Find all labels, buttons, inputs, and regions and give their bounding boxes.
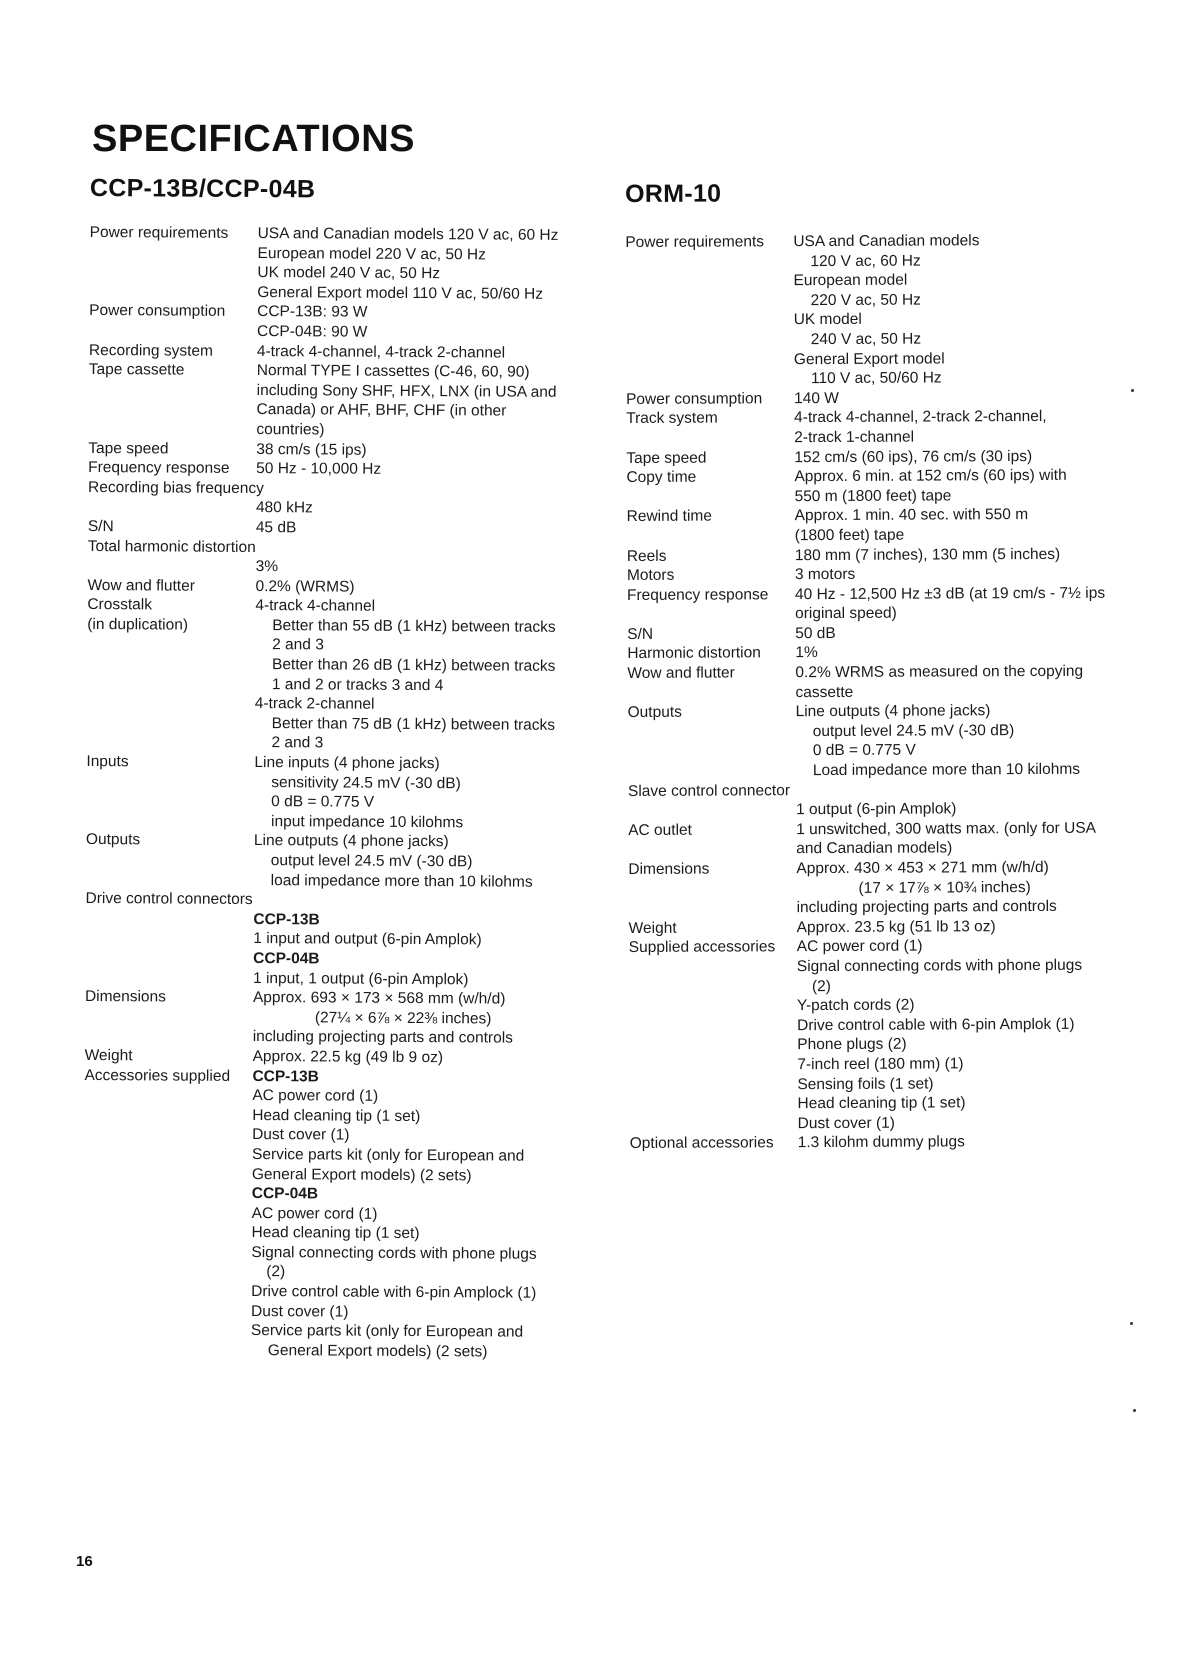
spec-row: [627, 622, 1147, 644]
page-number: 16: [76, 1553, 93, 1570]
spec-value-line: Dust cover (1): [797, 1114, 895, 1132]
spec-row: [89, 223, 609, 305]
spec-values: [797, 936, 1150, 1134]
spec-value-line: 40 Hz - 12,500 Hz ±3 dB (at 19 cm/s - 7½ ips: [794, 584, 1106, 603]
spec-label: Total harmonic distortion: [87, 537, 256, 556]
spec-values: [253, 988, 605, 1049]
spec-values: [254, 753, 606, 834]
spec-value-line: 120 V ac, 60 Hz: [810, 252, 921, 270]
spec-value-line: General Export models) (2 sets): [267, 1341, 488, 1361]
spec-row: [88, 360, 608, 442]
spec-value-line: cassette: [795, 683, 854, 701]
spec-column-orm: [625, 177, 1150, 1153]
spec-label: Dimensions: [628, 860, 710, 878]
spec-value-line: AC power cord (1): [796, 937, 923, 956]
spec-values: [257, 342, 609, 364]
spec-value-line: original speed): [795, 604, 897, 623]
spec-values: [255, 577, 607, 599]
spec-values: [256, 518, 608, 540]
spec-label: Harmonic distortion: [627, 644, 761, 663]
spec-value-line: Line outputs (4 phone jacks): [253, 832, 449, 851]
spec-row: [88, 517, 608, 540]
spec-value-line: CCP-13B: 93 W: [257, 303, 368, 322]
spec-label: Power consumption: [89, 302, 226, 321]
spec-values: [256, 557, 608, 579]
spec-value-line: Dust cover (1): [251, 1302, 349, 1321]
spec-values: [795, 583, 1147, 624]
spec-label: Frequency response: [88, 459, 230, 477]
spec-value-line: 220 V ac, 50 Hz: [810, 291, 921, 309]
spec-row: [627, 662, 1147, 704]
spec-value-line: including projecting parts and controls: [796, 898, 1057, 917]
spec-row: [628, 857, 1148, 918]
spec-value-line: 50 Hz - 10,000 Hz: [256, 460, 382, 478]
spec-values: [793, 230, 1146, 388]
spec-label: Tape speed: [88, 439, 169, 458]
spec-label: Slave control connector: [627, 781, 791, 800]
spec-value-line: Better than 75 dB (1 kHz) between tracks: [271, 714, 556, 734]
spec-value-line: Head cleaning tip (1 set): [251, 1224, 420, 1243]
spec-row: [625, 230, 1146, 389]
spec-value-line: Head cleaning tip (1 set): [797, 1094, 966, 1113]
spec-values: [795, 642, 1147, 663]
spec-label: Wow and flutter: [87, 576, 195, 595]
spec-label: Rewind time: [626, 507, 712, 526]
spec-values: [794, 387, 1146, 408]
spec-label: Weight: [628, 919, 677, 937]
spec-row: [629, 916, 1149, 938]
spec-values: [256, 498, 608, 520]
spec-values: [256, 361, 608, 442]
spec-values: [795, 505, 1147, 546]
spec-row: [630, 1132, 1150, 1154]
section-heading-ccp: CCP-13B/CCP-04B: [89, 174, 316, 204]
spec-label: Dimensions: [84, 988, 167, 1006]
spec-value-line: 480 kHz: [255, 499, 313, 517]
spec-value-line: 550 m (1800 feet) tape: [794, 487, 952, 505]
spec-values: [796, 701, 1148, 781]
spec-row: [628, 701, 1148, 782]
spec-values: [257, 224, 609, 305]
spec-label: Inputs: [86, 753, 129, 771]
spec-values: [795, 544, 1147, 565]
spec-row: [86, 830, 606, 892]
spec-value-line: Phone plugs (2): [797, 1035, 907, 1054]
spec-value-line: (1800 feet) tape: [794, 526, 905, 545]
spec-label: Weight: [84, 1046, 133, 1065]
spec-value-line: (2): [266, 1263, 286, 1281]
spec-value-line: 110 V ac, 50/60 Hz: [810, 369, 942, 388]
spec-value-line: Signal connecting cords with phone plugs: [251, 1243, 537, 1263]
scan-speck: [1130, 1322, 1133, 1325]
spec-label: Copy time: [626, 468, 697, 487]
spec-values: [794, 466, 1146, 507]
spec-value-line: Approx. 22.5 kg (49 lb 9 oz): [252, 1047, 444, 1067]
spec-list-orm: [625, 230, 1149, 1153]
spec-values: [796, 818, 1148, 859]
spec-value-line: 4-track 4-channel: [255, 597, 376, 616]
spec-value-line: 4-track 2-channel: [254, 695, 375, 713]
spec-label: Accessories supplied: [84, 1066, 231, 1085]
spec-values: [795, 564, 1147, 585]
spec-column-ccp: [83, 174, 610, 1363]
spec-value-line: Approx. 430 × 453 × 271 mm (w/h/d): [796, 858, 1049, 878]
spec-value-line: 3%: [255, 558, 279, 576]
spec-value-line: CCP-04B: 90 W: [256, 322, 368, 341]
page-title: SPECIFICATIONS: [92, 118, 415, 160]
spec-row: [626, 407, 1146, 449]
spec-values: [256, 440, 608, 462]
spec-value-line: CCP-13B: [252, 1067, 319, 1085]
spec-value-line: CCP-04B: [251, 1185, 319, 1203]
spec-row: [629, 936, 1150, 1134]
spec-values: [797, 916, 1149, 937]
spec-label: Wow and flutter: [627, 664, 735, 683]
spec-value-line: (27¼ × 6⅞ × 22⅜ inches): [314, 1009, 492, 1028]
spec-value-line: Line inputs (4 phone jacks): [254, 754, 440, 773]
spec-values: [253, 910, 605, 991]
spec-label: Motors: [626, 566, 675, 585]
spec-value-line: 180 mm (7 inches), 130 mm (5 inches): [794, 545, 1061, 564]
spec-value-line: General Export models) (2 sets): [251, 1165, 472, 1184]
spec-value-line: AC power cord (1): [251, 1204, 378, 1223]
spec-values: [794, 407, 1146, 448]
spec-value-line: 7-inch reel (180 mm) (1): [797, 1055, 964, 1074]
spec-value-line: UK model 240 V ac, 50 Hz: [257, 264, 441, 283]
spec-row: [85, 987, 605, 1049]
spec-label: Outputs: [627, 703, 682, 722]
spec-list-ccp: [83, 223, 610, 1363]
spec-value-line: 50 dB: [795, 624, 836, 643]
spec-value-line: CCP-04B: [253, 949, 320, 968]
spec-value-line: General Export model: [793, 350, 945, 368]
spec-value-line: sensitivity 24.5 mV (-30 dB): [271, 773, 461, 792]
spec-label: Tape speed: [626, 449, 707, 467]
spec-label: Recording bias frequency: [88, 478, 264, 497]
section-heading-orm: ORM-10: [625, 179, 722, 208]
spec-value-line: 38 cm/s (15 ips): [256, 440, 367, 459]
spec-row: [628, 799, 1148, 821]
spec-values: [795, 622, 1147, 643]
spec-label: Supplied accessories: [628, 938, 776, 957]
spec-row: [627, 642, 1147, 664]
spec-label: S/N: [87, 517, 114, 536]
spec-value-line: 1 output (6-pin Amplok): [796, 800, 957, 819]
spec-value-line: 1 input and output (6-pin Amplok): [253, 930, 482, 949]
spec-row: [83, 1066, 605, 1363]
spec-values: [254, 616, 607, 755]
spec-row: [626, 466, 1146, 508]
spec-value-line: 1 unswitched, 300 watts max. (only for USA: [796, 819, 1097, 838]
spec-value-line: Drive control cable with 6-pin Amplok (1): [797, 1015, 1075, 1034]
spec-label: AC outlet: [628, 821, 692, 839]
spec-value-line: countries): [256, 420, 325, 439]
spec-value-line: UK model: [793, 311, 862, 329]
spec-values: [794, 446, 1146, 467]
spec-value-line: Canada) or AHF, BHF, CHF (in other: [256, 401, 507, 420]
spec-row: [627, 544, 1147, 566]
spec-values: [254, 831, 606, 892]
spec-label: Power requirements: [89, 223, 229, 242]
spec-label: Track system: [626, 409, 718, 428]
spec-row: [627, 564, 1147, 586]
spec-label: Drive control connectors: [85, 890, 253, 909]
spec-values: [257, 302, 609, 343]
spec-row: [86, 615, 607, 755]
spec-value-line: 1 input, 1 output (6-pin Amplok): [253, 969, 469, 988]
spec-value-line: 240 V ac, 50 Hz: [810, 330, 922, 349]
spec-values: [253, 1047, 605, 1069]
spec-values: [256, 459, 608, 481]
scan-speck: [1133, 1409, 1136, 1412]
spec-values: [798, 1132, 1150, 1153]
spec-values: [255, 596, 607, 618]
spec-label: Frequency response: [626, 585, 769, 604]
spec-row: [89, 301, 609, 343]
spec-value-line: including projecting parts and controls: [252, 1028, 513, 1047]
spec-values: [251, 1067, 605, 1363]
spec-label: Outputs: [85, 831, 141, 849]
spec-value-line: 1.3 kilohm dummy plugs: [797, 1133, 965, 1152]
spec-value-line: 1 and 2 or tracks 3 and 4: [271, 675, 444, 694]
spec-row: [627, 583, 1147, 625]
spec-row: [626, 387, 1146, 409]
spec-value-line: Y-patch cords (2): [796, 996, 915, 1015]
spec-value-line: Load impedance more than 10 kilohms: [812, 760, 1081, 780]
spec-value-line: Better than 26 dB (1 kHz) between tracks: [271, 656, 556, 675]
spec-label: Reels: [626, 547, 667, 565]
spec-value-line: General Export model 110 V ac, 50/60 Hz: [257, 283, 544, 303]
spec-value-line: AC power cord (1): [252, 1087, 379, 1105]
spec-value-line: (17 × 17⅞ × 10¾ inches): [858, 878, 1031, 897]
spec-value-line: input impedance 10 kilohms: [270, 812, 464, 832]
spec-value-line: Approx. 23.5 kg (51 lb 13 oz): [796, 917, 996, 936]
spec-row: [627, 505, 1147, 547]
spec-value-line: 2-track 1-channel: [794, 428, 915, 447]
spec-value-line: output level 24.5 mV (-30 dB): [812, 721, 1015, 740]
spec-value-line: European model 220 V ac, 50 Hz: [257, 244, 486, 264]
spec-values: [796, 799, 1148, 820]
spec-row: [626, 446, 1146, 468]
spec-value-line: Sensing foils (1 set): [797, 1075, 934, 1093]
spec-value-line: Drive control cable with 6-pin Amplock (1): [251, 1283, 537, 1302]
spec-value-line: 3 motors: [794, 565, 856, 584]
spec-value-line: 4-track 4-channel, 2-track 2-channel,: [794, 408, 1047, 427]
spec-value-line: 1%: [795, 644, 818, 662]
spec-row: [628, 818, 1148, 860]
spec-label: (in duplication): [87, 615, 189, 634]
spec-value-line: Service parts kit (only for European and: [250, 1322, 524, 1341]
spec-label: Tape cassette: [88, 361, 185, 379]
spec-value-line: 45 dB: [255, 518, 297, 537]
spec-value-line: 0.2% WRMS as measured on the copying: [795, 662, 1084, 682]
spec-value-line: Normal TYPE I cassettes (C-46, 60, 90): [256, 362, 530, 381]
spec-value-line: Signal connecting cords with phone plugs: [796, 956, 1083, 976]
spec-value-line: Approx. 693 × 173 × 568 mm (w/h/d): [252, 989, 506, 1008]
spec-value-line: load impedance more than 10 kilohms: [270, 871, 533, 891]
spec-value-line: USA and Canadian models 120 V ac, 60 Hz: [257, 225, 559, 244]
scan-speck: [1131, 389, 1134, 392]
spec-value-line: USA and Canadian models: [793, 232, 980, 251]
spec-value-line: 152 cm/s (60 ips), 76 cm/s (30 ips): [794, 447, 1033, 466]
spec-value-line: 4-track 4-channel, 4-track 2-channel: [256, 342, 506, 362]
spec-label: S/N: [627, 625, 654, 643]
spec-row: [85, 909, 605, 991]
spec-label: Crosstalk: [87, 596, 153, 614]
spec-value-line: 2 and 3: [272, 636, 324, 654]
spec-row: [86, 752, 606, 834]
spec-value-line: Service parts kit (only for European and: [251, 1145, 525, 1165]
spec-value-line: Better than 55 dB (1 kHz) between tracks: [272, 616, 556, 636]
spec-value-line: including Sony SHF, HFX, LNX (in USA and: [256, 381, 557, 401]
spec-label: Optional accessories: [629, 1134, 774, 1153]
spec-values: [795, 662, 1147, 703]
spec-values: [796, 857, 1148, 918]
spec-value-line: 0 dB = 0.775 V: [271, 793, 375, 811]
spec-value-line: Dust cover (1): [252, 1126, 350, 1144]
spec-value-line: European model: [793, 271, 908, 290]
spec-value-line: 2 and 3: [271, 734, 324, 752]
spec-value-line: 0.2% (WRMS): [255, 577, 355, 596]
spec-value-line: 0 dB = 0.775 V: [812, 742, 916, 760]
spec-value-line: Approx. 6 min. at 152 cm/s (60 ips) with: [794, 466, 1067, 486]
spec-value-line: Approx. 1 min. 40 sec. with 550 m: [794, 506, 1029, 525]
spec-value-line: Line outputs (4 phone jacks): [795, 702, 991, 721]
spec-value-line: CCP-13B: [253, 910, 320, 929]
spec-label: Power requirements: [625, 233, 765, 251]
spec-value-line: Head cleaning tip (1 set): [252, 1106, 421, 1125]
spec-value-line: 140 W: [794, 389, 839, 407]
spec-value-line: output level 24.5 mV (-30 dB): [270, 852, 473, 871]
spec-label: Recording system: [88, 341, 214, 360]
spec-label: Power consumption: [626, 390, 763, 408]
spec-value-line: and Canadian models): [796, 839, 953, 858]
spec-value-line: (2): [811, 977, 831, 995]
